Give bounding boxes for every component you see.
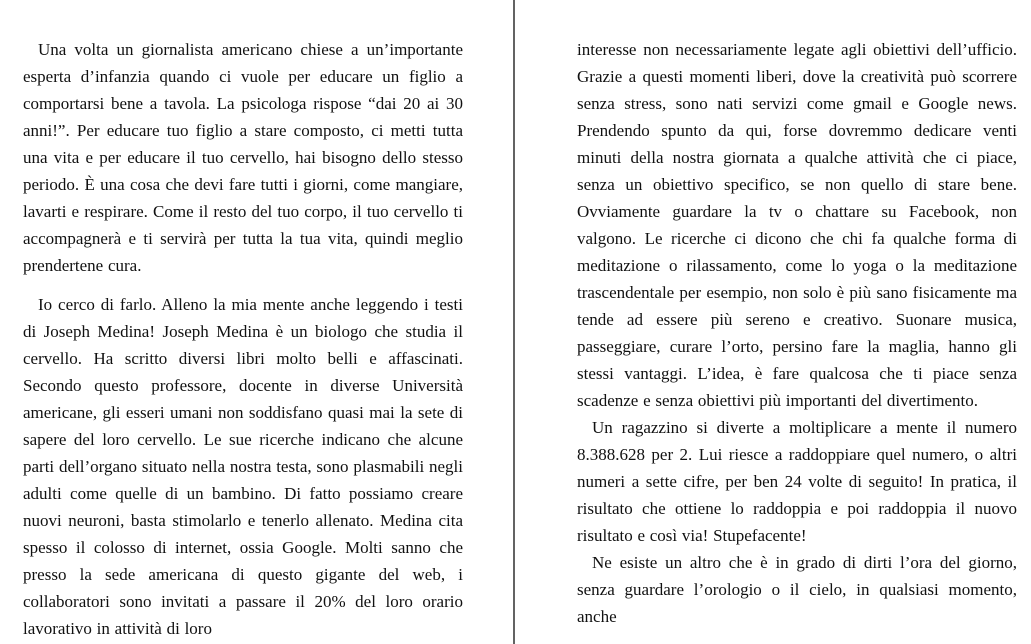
left-page-paragraph-1: Una volta un giornalista americano chiese a un’importante esperta d’infanzia quando ci vuole per educare un figlio a comportarsi bene a tavola. La psicologa rispose “dai 20 ai 30 anni!”. Per educare tuo figlio a stare composto, ci metti tutta una vita e per educare il tuo cervello, hai bisogno dello stesso periodo. È una cosa che devi fare tutti i giorni, come mangiare, lavarti e respirare. Come il resto del tuo corpo, il tuo cervello ti accompagnerà e ti servirà per tutta la tua vita, quindi meglio prendertene cura. [23, 40, 463, 275]
left-page-paragraph-2: Io cerco di farlo. Alleno la mia mente anche leggendo i testi di Joseph Medina! Joseph Medina è un biologo che studia il cervello. Ha scritto diversi libri molto belli e affascinati. Secondo questo professore, docente in diverse Università americane, gli esseri umani non soddisfano quasi mai la sete di sapere del loro cervello. Le sue ricerche indicano che alcune parti dell’organo situato nella nostra testa, sono plasmabili negli adulti come quelle di un bambino. Di fatto possiamo creare nuovi neuroni, basta stimolarlo e tenerlo allenato. Medina cita spesso il colosso di internet, ossia Google. Molti sanno che presso la sede americana di questo gigante del web, i collaboratori sono invitati a passare il 20% del loro orario lavorativo in attività di loro [23, 295, 463, 638]
right-page-paragraph-2: Un ragazzino si diverte a moltiplicare a mente il numero 8.388.628 per 2. Lui riesce a raddoppiare quel numero, o altri numeri a sette cifre, per ben 24 volte di seguito! In pratica, il risultato che ottiene lo raddoppia e poi raddoppia il nuovo risultato e così via! Stupefacente! [577, 418, 1017, 545]
right-page-paragraph-1: interesse non necessariamente legate agli obiettivi dell’ufficio. Grazie a questi momenti liberi, dove la creatività può scorrere senza stress, sono nati servizi come gmail e Google news. Prendendo spunto da qui, forse dovremmo dedicare venti minuti della nostra giornata a qualche attività che ci piace, senza un obiettivo specifico, se non quello di stare bene. Ovviamente guardare la tv o chattare su Facebook, non valgono. Le ricerche ci dicono che chi fa qualche forma di meditazione o rilassamento, come lo yoga o la meditazione trascendentale per esempio, non solo è più sano fisicamente ma tende ad essere più sereno e creativo. Suonare musica, passeggiare, curare l’orto, persino fare la maglia, hanno gli stessi vantaggi. L’idea, è fare qualcosa che ti piace senza scadenze e senza obiettivi più importanti del divertimento. [577, 40, 1017, 410]
right-page [515, 0, 1031, 644]
right-page-paragraph-3: Ne esiste un altro che è in grado di dirti l’ora del giorno, senza guardare l’orologio o il cielo, in qualsiasi momento, anche [577, 553, 1017, 626]
left-page [0, 0, 513, 644]
